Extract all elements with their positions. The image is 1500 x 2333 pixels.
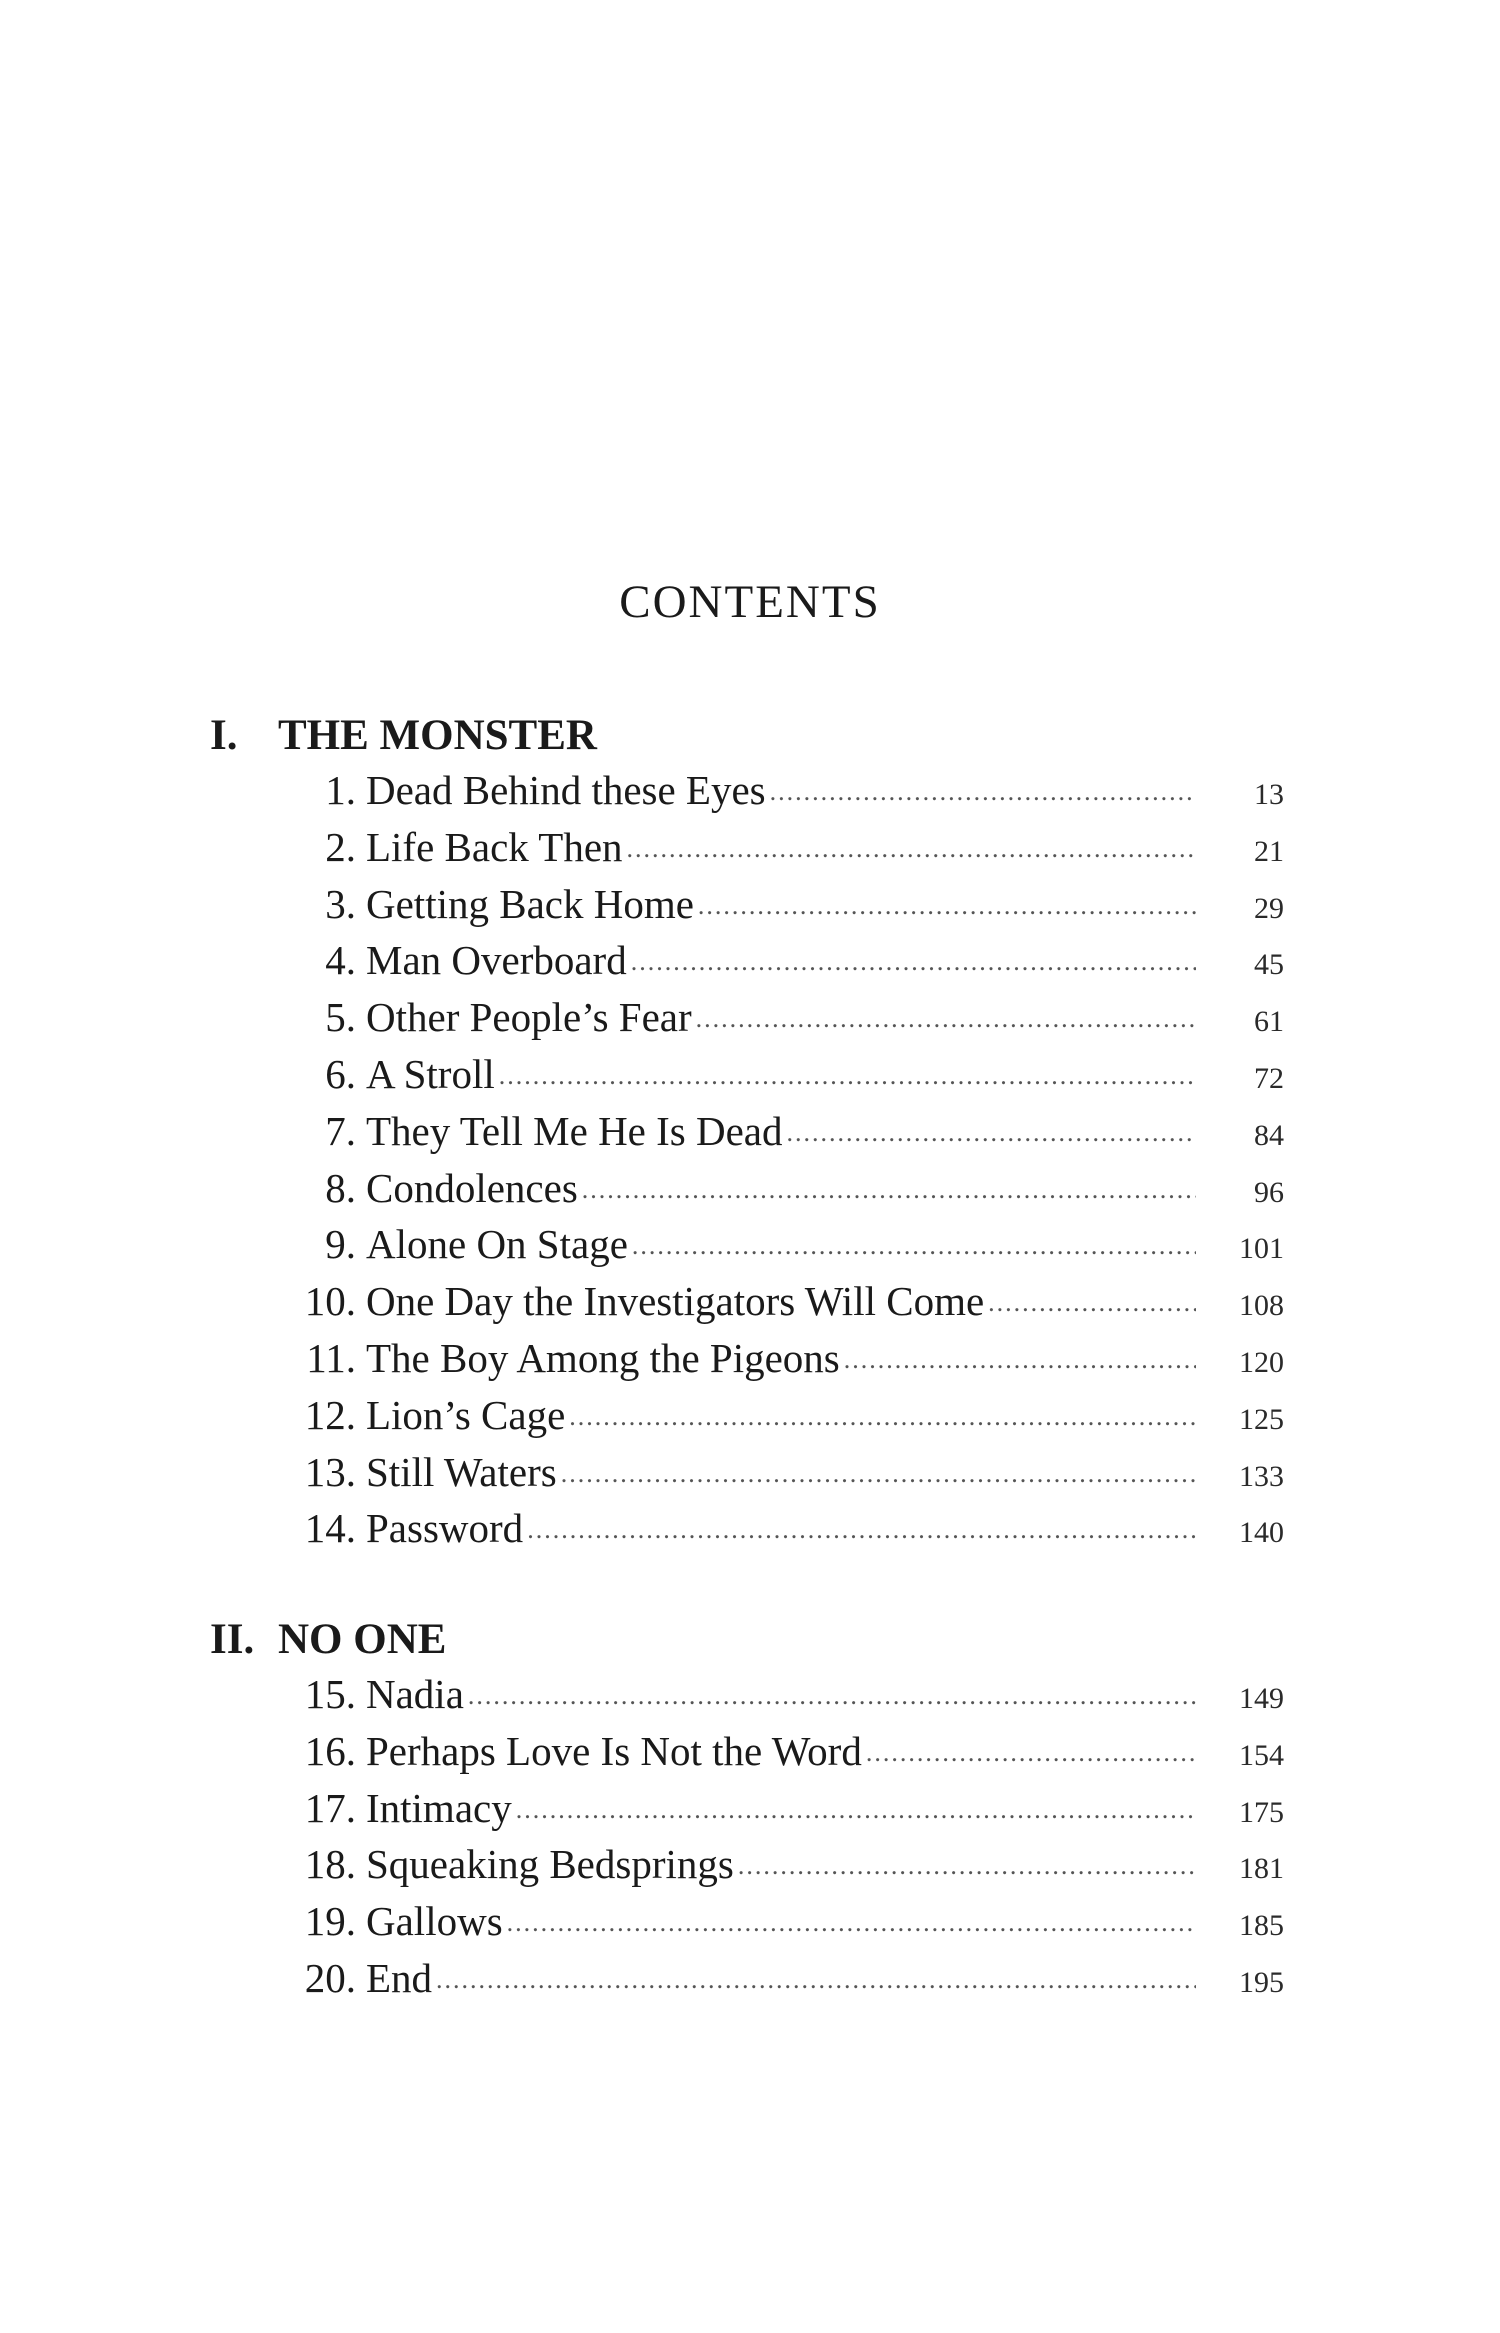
part-numeral: II. <box>210 1616 255 1663</box>
toc-entry[interactable] <box>282 1444 1284 1501</box>
chapter-title: They Tell Me He Is Dead <box>366 1107 783 1154</box>
chapter-number: 12. <box>304 1391 356 1438</box>
chapter-label <box>282 1330 840 1386</box>
chapter-number: 6. <box>325 1050 356 1097</box>
dot-leader <box>988 1275 1196 1331</box>
page-number: 96 <box>1254 1175 1284 1209</box>
chapter-number: 16. <box>304 1727 356 1774</box>
toc-entry[interactable] <box>282 1723 1284 1780</box>
page-number: 154 <box>1239 1738 1284 1772</box>
chapter-number: 2. <box>325 823 356 870</box>
toc-entry[interactable] <box>282 989 1284 1046</box>
chapter-label <box>282 1950 432 2006</box>
chapter-number: 7. <box>325 1107 356 1154</box>
chapter-number: 8. <box>325 1164 356 1211</box>
chapter-label <box>282 1216 628 1272</box>
page-number: 195 <box>1239 1965 1284 1999</box>
chapter-title: Still Waters <box>366 1448 557 1495</box>
chapter-label <box>282 1836 734 1892</box>
dot-leader <box>561 1446 1196 1502</box>
part-numeral: I. <box>210 712 238 759</box>
chapter-title: Perhaps Love Is Not the Word <box>366 1727 862 1774</box>
chapter-title: Gallows <box>366 1898 503 1945</box>
chapter-title: A Stroll <box>366 1050 495 1097</box>
toc-entry[interactable] <box>282 876 1284 933</box>
chapter-title: The Boy Among the Pigeons <box>366 1334 840 1381</box>
dot-leader <box>516 1782 1196 1838</box>
chapter-number: 19. <box>304 1898 356 1945</box>
page-number: 45 <box>1254 948 1284 982</box>
toc-entry[interactable] <box>282 1950 1284 2007</box>
chapter-label <box>282 1046 495 1102</box>
toc-entry[interactable] <box>282 1836 1284 1893</box>
page-number: 125 <box>1239 1402 1284 1436</box>
chapter-number: 5. <box>325 994 356 1041</box>
chapter-label <box>282 819 623 875</box>
page-number: 84 <box>1254 1118 1284 1152</box>
chapter-title: Other People’s Fear <box>366 994 692 1041</box>
chapter-number: 10. <box>304 1278 356 1325</box>
toc-entry[interactable] <box>282 1160 1284 1217</box>
chapter-number: 3. <box>325 880 356 927</box>
chapter-label <box>282 989 692 1045</box>
page-number: 120 <box>1239 1345 1284 1379</box>
chapter-number: 11. <box>306 1334 356 1381</box>
toc-entry[interactable] <box>282 1500 1284 1557</box>
dot-leader <box>527 1502 1196 1558</box>
dot-leader <box>698 878 1196 934</box>
chapter-title: End <box>366 1954 433 2001</box>
chapter-title: Nadia <box>366 1671 464 1717</box>
chapter-label <box>282 1160 578 1216</box>
toc-entry[interactable] <box>282 1780 1284 1837</box>
page-number: 181 <box>1239 1852 1284 1886</box>
chapter-number: 1. <box>325 767 356 813</box>
page-title: CONTENTS <box>619 576 881 628</box>
chapter-label <box>282 876 694 932</box>
chapter-number: 9. <box>325 1221 356 1268</box>
dot-leader <box>507 1895 1196 1951</box>
chapter-title: One Day the Investigators Will Come <box>366 1278 985 1325</box>
chapter-number: 18. <box>304 1841 356 1888</box>
chapter-label <box>282 1444 557 1500</box>
dot-leader <box>632 1218 1196 1274</box>
chapter-number: 13. <box>304 1448 356 1495</box>
page-number: 133 <box>1239 1459 1284 1493</box>
chapter-title: Man Overboard <box>366 937 627 984</box>
part-heading-2 <box>210 1612 446 1668</box>
page-number: 61 <box>1254 1005 1284 1039</box>
toc-entry[interactable] <box>282 819 1284 876</box>
toc-entry[interactable] <box>282 1046 1284 1103</box>
page-number: 175 <box>1239 1795 1284 1829</box>
page-number: 149 <box>1239 1682 1284 1715</box>
part-title: NO ONE <box>278 1616 447 1663</box>
chapter-number: 20. <box>304 1954 356 2001</box>
toc-list-part-2 <box>282 1666 1284 2007</box>
toc-entry[interactable] <box>282 762 1284 819</box>
page-number: 101 <box>1239 1232 1284 1266</box>
toc-entry[interactable] <box>282 1666 1284 1723</box>
chapter-title: Alone On Stage <box>366 1221 628 1268</box>
dot-leader <box>468 1668 1196 1724</box>
chapter-number: 17. <box>304 1784 356 1831</box>
chapter-number: 4. <box>325 937 356 984</box>
chapter-title: Dead Behind these Eyes <box>366 767 766 813</box>
page-number: 72 <box>1254 1061 1284 1095</box>
chapter-title: Lion’s Cage <box>366 1391 566 1438</box>
dot-leader <box>696 991 1196 1047</box>
chapter-label <box>282 1780 512 1836</box>
page-number: 21 <box>1254 834 1284 868</box>
chapter-label <box>282 1387 565 1443</box>
toc-list-part-1 <box>282 762 1284 1557</box>
chapter-label <box>282 1500 523 1556</box>
page-number: 29 <box>1254 891 1284 925</box>
chapter-title: Intimacy <box>366 1784 512 1831</box>
toc-entry[interactable] <box>282 1330 1284 1387</box>
dot-leader <box>569 1389 1196 1445</box>
toc-entry[interactable] <box>282 1103 1284 1160</box>
chapter-number: 15. <box>304 1671 356 1717</box>
dot-leader <box>627 821 1196 877</box>
dot-leader <box>787 1105 1197 1161</box>
toc-entry[interactable] <box>282 1387 1284 1444</box>
chapter-label <box>282 762 766 818</box>
dot-leader <box>770 764 1196 820</box>
chapter-label <box>282 1103 783 1159</box>
page-number: 13 <box>1254 778 1284 811</box>
chapter-label <box>282 1893 503 1949</box>
part-heading-1 <box>210 708 597 764</box>
dot-leader <box>738 1838 1196 1894</box>
chapter-label <box>282 1723 862 1779</box>
page-number: 185 <box>1239 1909 1284 1943</box>
page-number: 108 <box>1239 1289 1284 1323</box>
chapter-title: Life Back Then <box>366 823 623 870</box>
chapter-title: Condolences <box>366 1164 578 1211</box>
dot-leader <box>844 1332 1196 1388</box>
chapter-title: Password <box>366 1505 524 1552</box>
dot-leader <box>631 934 1196 990</box>
chapter-title: Squeaking Bedsprings <box>366 1841 734 1888</box>
dot-leader <box>436 1952 1196 2008</box>
dot-leader <box>866 1725 1196 1781</box>
toc-entry[interactable] <box>282 1893 1284 1950</box>
chapter-label <box>282 1273 984 1329</box>
chapter-label <box>282 1666 464 1722</box>
chapter-number: 14. <box>304 1505 356 1552</box>
toc-entry[interactable] <box>282 932 1284 989</box>
chapter-label <box>282 932 627 988</box>
chapter-title: Getting Back Home <box>366 880 694 927</box>
page-number: 140 <box>1239 1516 1284 1550</box>
toc-entry[interactable] <box>282 1216 1284 1273</box>
dot-leader <box>499 1048 1196 1104</box>
toc-entry[interactable] <box>282 1273 1284 1330</box>
dot-leader <box>582 1162 1196 1218</box>
part-title: THE MONSTER <box>278 712 597 759</box>
